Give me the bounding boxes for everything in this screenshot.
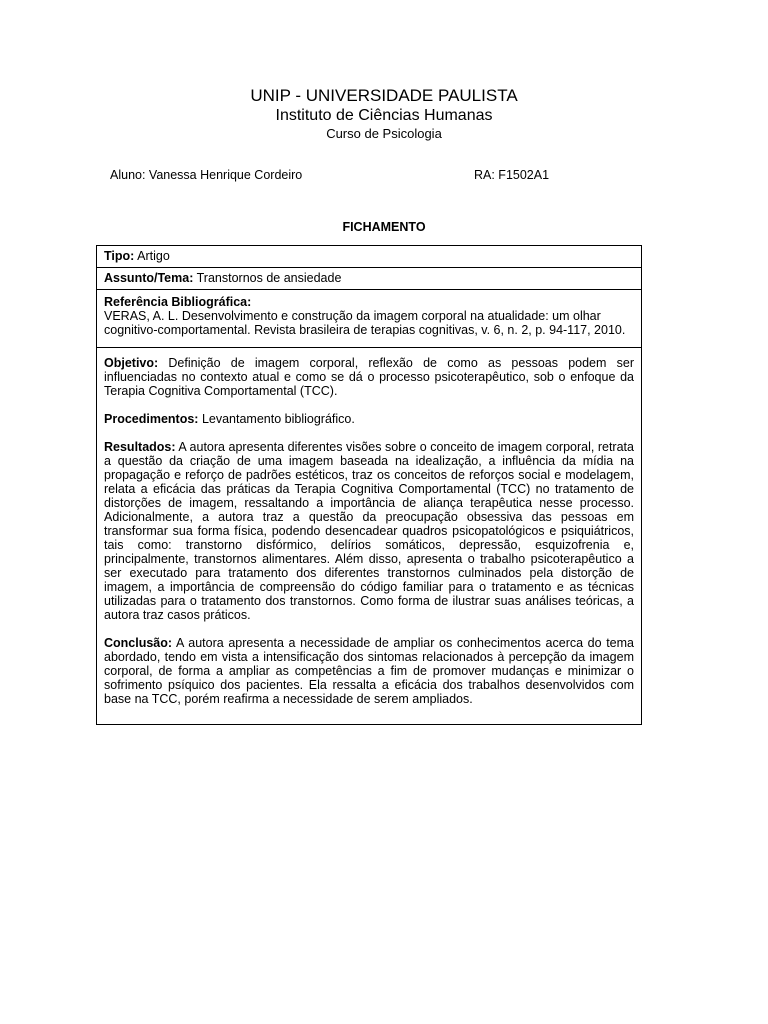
- objetivo-value: Definição de imagem corporal, reflexão de como as pessoas podem ser influenciadas no contexto atual e como se dá o processo psicoterapêutico, sob o enfoque da Terapia Cognitiva Comportamental (TCC).: [104, 356, 634, 398]
- objetivo-paragraph: [104, 356, 634, 398]
- document-heading: FICHAMENTO: [342, 220, 426, 234]
- resultados-paragraph: [104, 440, 634, 622]
- student-ra: RA: F1502A1: [474, 168, 550, 182]
- row-tipo: [97, 246, 641, 268]
- institute-title: Instituto de Ciências Humanas: [275, 107, 493, 124]
- referencia-label: Referência Bibliográfica:: [104, 295, 252, 309]
- row-referencia: [97, 290, 641, 348]
- tipo-label: Tipo:: [104, 249, 135, 263]
- tipo-value: Artigo: [137, 249, 170, 263]
- procedimentos-paragraph: [104, 412, 634, 426]
- conclusao-paragraph: [104, 636, 634, 706]
- procedimentos-value: Levantamento bibliográfico.: [201, 412, 355, 426]
- document-header: [0, 86, 768, 142]
- row-main-content: [97, 348, 641, 724]
- resultados-value: A autora apresenta diferentes visões sobre o conceito de imagem corporal, retrata a questão da criação de uma imagem baseada na idealização, a influência da mídia na propagação e reforço de padrões estéticos, traz os conceitos de reforços social e modelagem, relata a eficácia das práticas da Terapia Cognitiva Comportamental (TCC) no tratamento de distorções de imagem, ressaltando a importância de aliança terapêutica nesse processo. Adicionalmente, a autora traz a questão da preocupação obsessiva das pessoas em transformar sua forma física, podendo desencadear quadros psicopatológicos e psiquiátricos, tais como: transtorno disfórmico, delírios somáticos, depressão, esquizofrenia e, principalmente, transtornos alimentares. Além disso, apresenta o trabalho psicoterapêutico a ser executado para tratamento dos diferentes transtornos culminados pela distorção de imagem, a importância de compreensão do código familiar para o tratamento e as técnicas utilizadas para o tratamento dos transtornos. Como forma de ilustrar suas análises teóricas, a autora traz casos práticos.: [104, 440, 634, 622]
- resultados-label: Resultados:: [104, 440, 176, 454]
- assunto-label: Assunto/Tema:: [104, 271, 194, 285]
- course-title: Curso de Psicologia: [326, 126, 442, 141]
- conclusao-label: Conclusão:: [104, 636, 173, 650]
- student-name: Aluno: Vanessa Henrique Cordeiro: [110, 168, 303, 182]
- university-title: UNIP - UNIVERSIDADE PAULISTA: [250, 86, 518, 105]
- referencia-value: VERAS, A. L. Desenvolvimento e construção da imagem corporal na atualidade: um olhar cognitivo-comportamental. Revista brasileira de terapias cognitivas, v. 6, n. 2, p. 94-117, 2010.: [104, 309, 626, 337]
- assunto-value: Transtornos de ansiedade: [196, 271, 342, 285]
- objetivo-label: Objetivo:: [104, 356, 159, 370]
- procedimentos-label: Procedimentos:: [104, 412, 199, 426]
- row-assunto: [97, 268, 641, 290]
- conclusao-value: A autora apresenta a necessidade de ampliar os conhecimentos acerca do tema abordado, tendo em vista a intensificação dos sintomas relacionados à percepção da imagem corporal, de forma a ampliar as competências a fim de promover mudanças e minimizar o sofrimento psíquico dos pacientes. Ela ressalta a eficácia dos trabalhos desenvolvidos com base na TCC, porém reafirma a necessidade de serem ampliados.: [104, 636, 634, 706]
- fichamento-table: [96, 245, 642, 725]
